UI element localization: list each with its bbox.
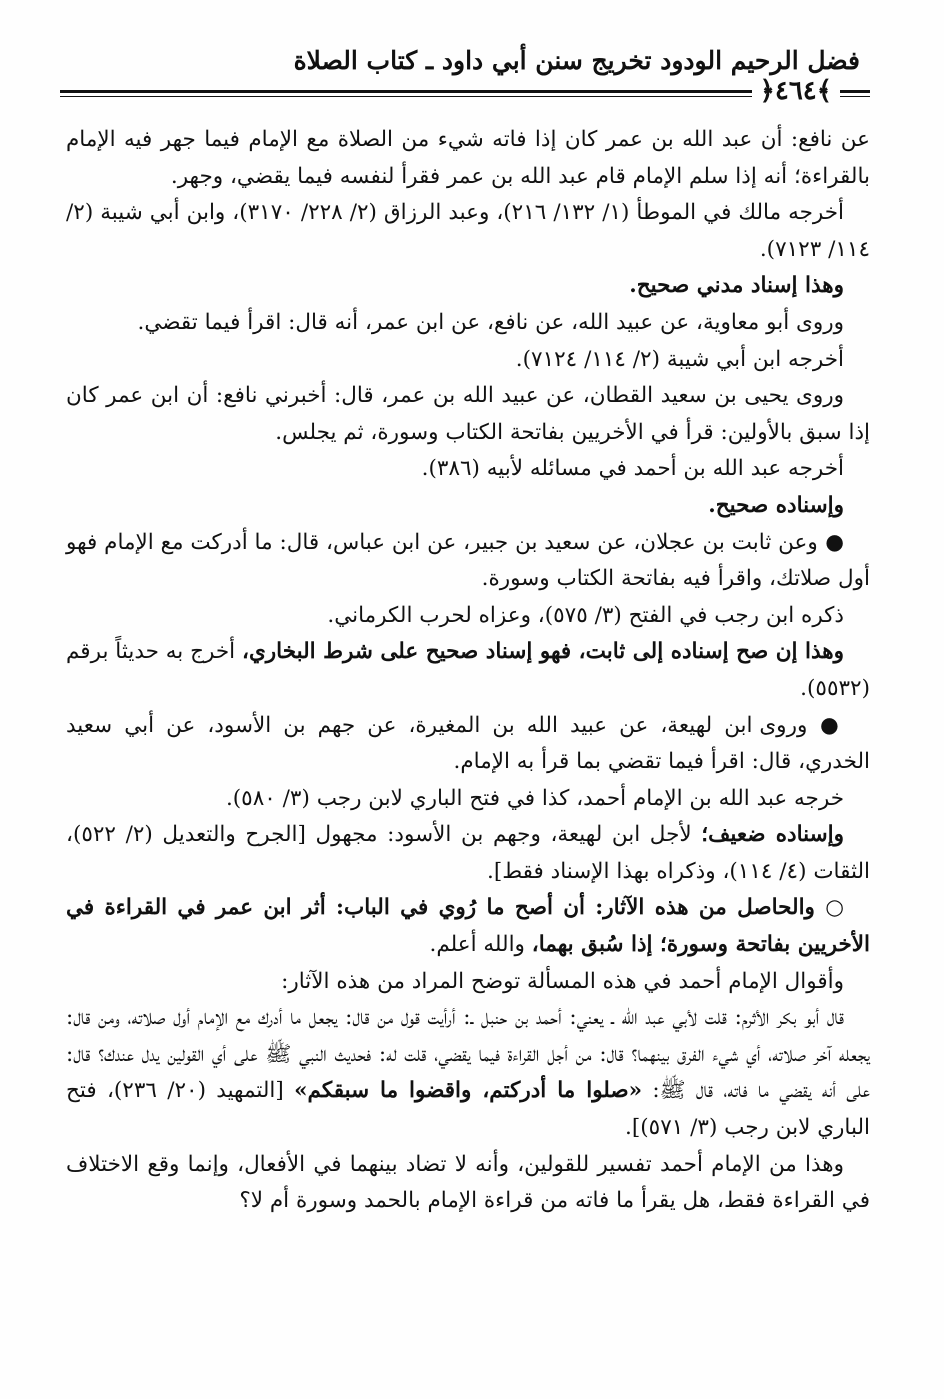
text-run: وعن ثابت بن عجلان، عن سعيد بن جبير، عن ابن عباس، قال: ما أدركت مع الإمام فهو أول صلاتك، واقرأ فيه بفاتحة الكتاب وسورة.: [66, 529, 870, 592]
text-run: أخرجه ابن أبي شيبة (٢/ ١١٤/ ٧١٢٤).: [515, 346, 844, 372]
paragraph-p4: [66, 305, 870, 342]
text-run: وروى يحيى بن سعيد القطان، عن عبيد الله بن عمر، قال: أخبرني نافع: أن ابن عمر كان إذا سبق بالأولين: قرأ في الأخريين بفاتحة الكتاب وسورة، ثم يجلس.: [66, 383, 870, 445]
bold-text: وإسناده ضعيف؛: [701, 822, 844, 848]
text-run: أخرجه عبد الله بن أحمد في مسائله لأبيه (٣٨٦).: [421, 456, 844, 482]
text-run: وروى ابن لهيعة، عن عبيد الله بن المغيرة، عن جهم بن الأسود، عن أبي سعيد الخدري، قال: اقرأ فيما تقضي بما قرأ به الإمام.: [66, 712, 870, 775]
text-run: والله أعلم.: [429, 932, 532, 958]
paragraph-p12: [66, 708, 870, 781]
text-run: أخرج به حديثاً برقم (٥٥٣٢).: [66, 639, 870, 701]
paragraph-p8: [66, 488, 870, 525]
text-run: وروى أبو معاوية، عن عبيد الله، عن نافع، عن ابن عمر، أنه قال: اقرأ فيما تقضي.: [137, 309, 844, 335]
page-header: [60, 38, 870, 108]
bold-text: «صلوا ما أدركتم، واقضوا ما سبقكم»: [294, 1078, 643, 1104]
paragraph-p16: [66, 964, 870, 1001]
left-bracket-ornament: ﴾: [816, 76, 832, 106]
paragraph-p6: [66, 378, 870, 451]
body-text: [66, 122, 870, 1220]
paragraph-p5: [66, 342, 870, 379]
header-rule-thick: [60, 90, 870, 93]
text-run: قال أبو بكر الأثرم: قلت لأبي عبد الله ـ يعني: أحمد بن حنبل ـ: أرأيت قول من قال: يجعل ما أدرك مع الإمام أول صلاته، ومن قال: يجعله آخر صلاته، أي شيء الفرق بينهما؟ قال: من أجل القراءة فيما يقضي، قلت له: فحديث النبي ﷺ على أي القولين يدل عندك؟ قال: على أنه يقضي ما فاته، قال ﷺ:: [66, 1005, 870, 1104]
paragraph-p15: [66, 890, 870, 963]
paragraph-p9: [66, 525, 870, 598]
bold-text: ●: [807, 712, 845, 738]
text-run: [التمهيد (٢٠/ ٢٣٦)، فتح الباري لابن رجب (٣/ ٥٧١)].: [66, 1078, 870, 1141]
text-run: ذكره ابن رجب في الفتح (٣/ ٥٧٥)، وعزاه لحرب الكرماني.: [327, 602, 844, 628]
paragraph-p3: [66, 268, 870, 305]
text-run: عن نافع: أن عبد الله بن عمر كان إذا فاته شيء من الصلاة مع الإمام فيما جهر فيه الإمام بالقراءة؛ أنه إذا سلم الإمام قام عبد الله بن عمر فقرأ لنفسه فيما يقضي، وجهر.: [66, 127, 870, 189]
right-bracket-ornament: ﴿: [759, 76, 775, 106]
bold-text: ○ والحاصل من هذه الآثار: أن أصح ما رُوي في الباب: أثر ابن عمر في القراءة في الأخريين بفاتحة وسورة؛ إذا سُبق بهما،: [66, 895, 870, 958]
page-number: ٤٦٤: [774, 76, 817, 106]
paragraph-p7: [66, 451, 870, 488]
text-run: لأجل ابن لهيعة، وجهم بن الأسود: مجهول [الجرح والتعديل (٢/ ٥٢٢)، الثقات (٤/ ١١٤)، وذكراه بهذا الإسناد فقط].: [66, 822, 870, 884]
paragraph-p10: [66, 598, 870, 635]
paragraph-p18: [66, 1147, 870, 1220]
text-run: وأقوال الإمام أحمد في هذه المسألة توضح المراد من هذه الآثار:: [281, 968, 844, 994]
text-run: أخرجه مالك في الموطأ (١/ ١٣٢/ ٢١٦)، وعبد الرزاق (٢/ ٢٢٨/ ٣١٧٠)، وابن أبي شيبة (٢/ ١١٤/ ٧١٢٣).: [66, 200, 870, 262]
paragraph-p1: [66, 122, 870, 195]
paragraph-p14: [66, 817, 870, 890]
paragraph-p13: [66, 781, 870, 818]
bold-text: ●: [817, 529, 845, 555]
text-run: وهذا من الإمام أحمد تفسير للقولين، وأنه لا تضاد بينهما في الأفعال، وإنما وقع الاختلاف في القراءة فقط، هل يقرأ ما فاته من قراءة الإمام بالحمد وسورة أم لا؟: [66, 1151, 870, 1214]
page-number-ornament: [752, 76, 840, 106]
header-rule-thin: [60, 96, 870, 97]
paragraph-p2: [66, 195, 870, 268]
paragraph-p17: [66, 1000, 870, 1146]
bold-text: وهذا إسناد مدني صحيح.: [629, 273, 844, 299]
running-title: فضل الرحيم الودود تخريج سنن أبي داود ـ كتاب الصلاة: [293, 46, 860, 75]
text-run: خرجه عبد الله بن الإمام أحمد، كذا في فتح الباري لابن رجب (٣/ ٥٨٠).: [225, 785, 844, 811]
bold-text: وإسناده صحيح.: [708, 492, 844, 518]
paragraph-p11: [66, 634, 870, 707]
bold-text: وهذا إن صح إسناده إلى ثابت، فهو إسناد صحيح على شرط البخاري،: [242, 639, 844, 665]
